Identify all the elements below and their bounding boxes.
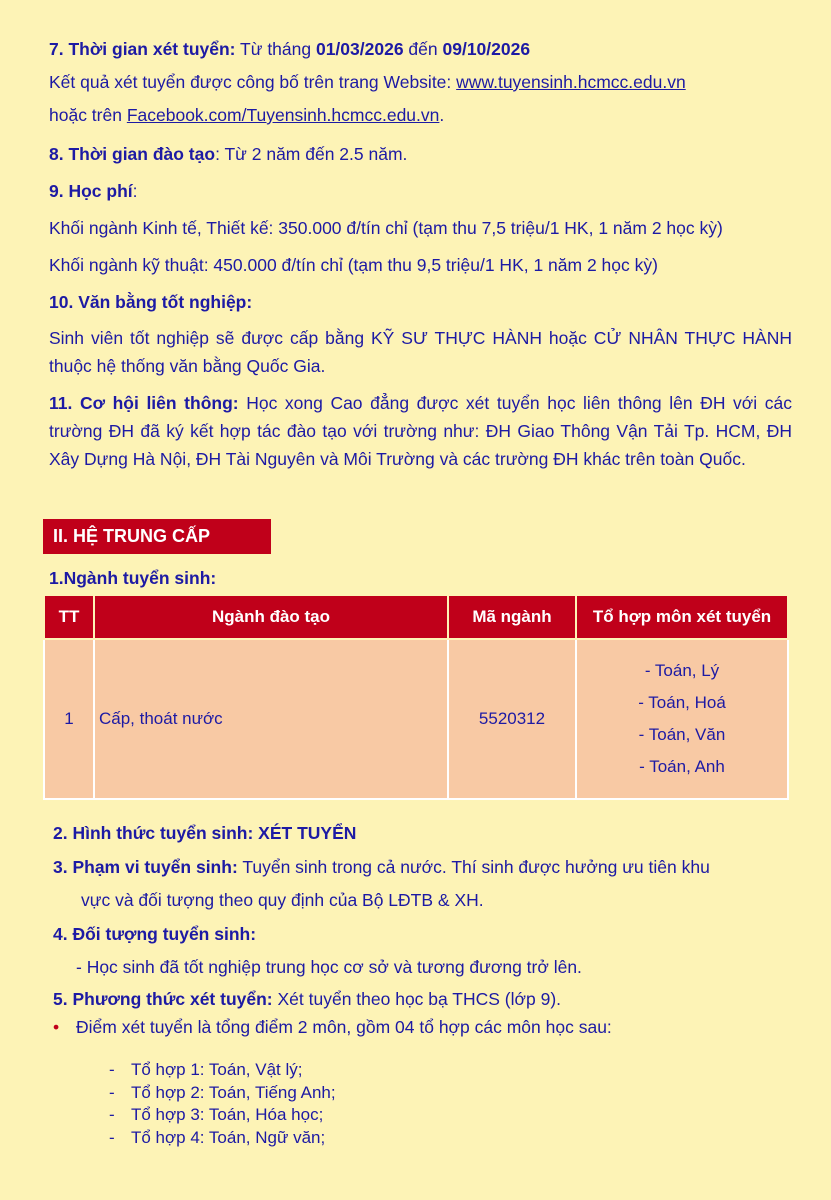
combination-item: - Toán, Lý — [644, 661, 720, 680]
header-code: Mã ngành — [448, 595, 576, 639]
admission-scope-line — [53, 856, 710, 878]
s11-text: Học xong Cao đẳng được xét tuyển học liên thông lên ĐH với các trường ĐH đã ký kết hợp tác đào tạo với trường như: ĐH Giao Thông Vận Tải Tp. HCM, ĐH Xây Dựng Hà Nội, ĐH Tài Nguyên và Môi Trường và các trường ĐH khác trên toàn Quốc. — [49, 393, 792, 469]
admission-target-heading: 4. Đối tượng tuyển sinh: — [53, 924, 257, 944]
website-link[interactable]: www.tuyensinh.hcmcc.edu.vn — [456, 72, 686, 92]
dash-icon: - — [109, 1082, 115, 1102]
cell-major-name: Cấp, thoát nước — [94, 639, 448, 799]
transfer-opportunity-paragraph — [49, 389, 792, 473]
section-title-banner: II. HỆ TRUNG CẤP — [43, 519, 271, 554]
dash-icon: - — [109, 1060, 115, 1079]
admission-form-line: 2. Hình thức tuyển sinh: XÉT TUYỂN — [53, 823, 357, 843]
s7-or-text: hoặc trên — [49, 105, 127, 125]
list-item — [109, 1104, 336, 1127]
admission-period-line — [49, 38, 530, 60]
training-duration-line — [49, 143, 407, 165]
s11-label: 11. Cơ hội liên thông: — [49, 393, 239, 413]
s9-colon: : — [132, 181, 138, 201]
t5-label: 5. Phương thức xét tuyển: — [53, 989, 273, 1009]
header-combination: Tổ hợp môn xét tuyển — [576, 595, 788, 639]
list-item-text: Tổ hợp 3: Toán, Hóa học; — [131, 1105, 324, 1124]
cell-combinations — [576, 639, 788, 799]
list-item-text: Tổ hợp 1: Toán, Vật lý; — [131, 1060, 303, 1079]
dash-icon: - — [109, 1105, 115, 1124]
majors-heading: 1.Ngành tuyển sinh: — [49, 568, 217, 588]
admission-scope-line-2: vực và đối tượng theo quy định của Bộ LĐTB & XH. — [81, 890, 484, 910]
result-website-line — [49, 71, 686, 93]
degree-text: Sinh viên tốt nghiệp sẽ được cấp bằng KỸ SƯ THỰC HÀNH hoặc CỬ NHÂN THỰC HÀNH thuộc hệ thống văn bằng Quốc Gia. — [49, 328, 792, 376]
s8-label: 8. Thời gian đào tạo — [49, 144, 216, 164]
s7-mid: đến — [403, 39, 443, 59]
s7-result-text: Kết quả xét tuyển được công bố trên trang Website: — [49, 72, 457, 92]
t5-text: Xét tuyển theo học bạ THCS (lớp 9). — [272, 989, 562, 1009]
degree-heading: 10. Văn bằng tốt nghiệp: — [49, 292, 253, 312]
s7-period: . — [439, 105, 445, 125]
combination-item: - Toán, Hoá — [638, 693, 726, 712]
s7-from-date: 01/03/2026 — [315, 39, 404, 59]
cell-major-code: 5520312 — [448, 639, 576, 799]
header-tt: TT — [44, 595, 94, 639]
score-bullet-text: Điểm xét tuyển là tổng điểm 2 môn, gồm 04 tổ hợp các môn học sau: — [76, 1017, 612, 1037]
s7-label: 7. Thời gian xét tuyển: — [49, 39, 236, 59]
table-row — [44, 639, 788, 799]
dash-icon: - — [109, 1127, 115, 1147]
table-header-row — [44, 595, 788, 639]
s7-to-date: 09/10/2026 — [442, 39, 531, 59]
combination-list — [109, 1059, 336, 1149]
list-item — [109, 1127, 336, 1150]
tuition-heading — [49, 180, 138, 202]
score-bullet-line — [53, 1016, 612, 1038]
t3-label: 3. Phạm vi tuyển sinh: — [53, 857, 238, 877]
s9-label: 9. Học phí — [49, 181, 133, 201]
list-item-text: Tổ hợp 2: Toán, Tiếng Anh; — [131, 1082, 336, 1102]
s8-value: : Từ 2 năm đến 2.5 năm. — [215, 144, 408, 164]
result-facebook-line — [49, 104, 444, 126]
facebook-link[interactable]: Facebook.com/Tuyensinh.hcmcc.edu.vn — [126, 105, 440, 125]
tuition-economics-line: Khối ngành Kinh tế, Thiết kế: 350.000 đ/tín chỉ (tạm thu 7,5 triệu/1 HK, 1 năm 2 học kỳ) — [49, 218, 723, 238]
cell-tt: 1 — [44, 639, 94, 799]
list-item-text: Tổ hợp 4: Toán, Ngữ văn; — [131, 1127, 326, 1147]
combination-item: - Toán, Văn — [638, 725, 726, 744]
list-item — [109, 1059, 336, 1082]
admission-method-line — [53, 988, 561, 1010]
admission-target-text: - Học sinh đã tốt nghiệp trung học cơ sở và tương đương trở lên. — [76, 957, 582, 977]
combination-item: - Toán, Anh — [639, 757, 725, 776]
bullet-icon: • — [53, 1017, 60, 1037]
s7-pre: Từ tháng — [235, 39, 316, 59]
list-item — [109, 1082, 336, 1105]
header-major: Ngành đào tạo — [94, 595, 448, 639]
majors-table — [43, 594, 789, 800]
t3-text1: Tuyển sinh trong cả nước. Thí sinh được hưởng ưu tiên khu — [237, 857, 710, 877]
tuition-engineering-line: Khối ngành kỹ thuật: 450.000 đ/tín chỉ (tạm thu 9,5 triệu/1 HK, 1 năm 2 học kỳ) — [49, 255, 658, 275]
